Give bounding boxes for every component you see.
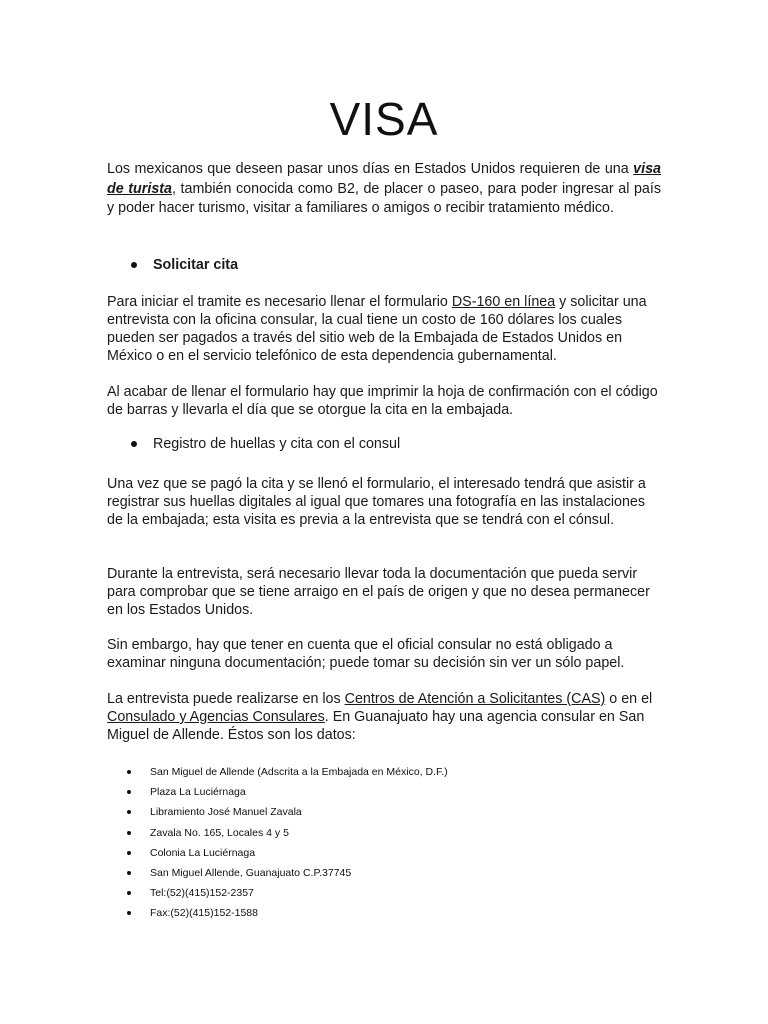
list-item: Libramiento José Manuel Zavala: [127, 802, 448, 822]
bullet-dot-icon: [127, 831, 131, 835]
bullet-dot-icon: [127, 871, 131, 875]
bullet-dot-icon: [127, 891, 131, 895]
consulado-link[interactable]: Consulado y Agencias Consulares: [107, 709, 325, 725]
consular-details-list: [127, 762, 448, 924]
list-item: Fax:(52)(415)152-1588: [127, 903, 448, 923]
bullet-dot-icon: [131, 262, 137, 268]
cas-link[interactable]: Centros de Atención a Solicitantes (CAS): [344, 691, 606, 707]
paragraph-confirmacion: Al acabar de llenar el formulario hay que imprimir la hoja de confirmación con el código de barras y llevarla el día que se otorgue la cita en la embajada.: [107, 384, 658, 418]
paragraph-huellas: Una vez que se pagó la cita y se llenó el formulario, el interesado tendrá que asistir a registrar sus huellas digitales al igual que tomares una fotografía en las instalaciones de la embajada; esta visita es previa a la entrevista que se tendrá con el cónsul.: [107, 476, 646, 528]
bullet-dot-icon: [131, 441, 137, 447]
list-item: San Miguel Allende, Guanajuato C.P.37745: [127, 863, 448, 883]
paragraph-formulario: Para iniciar el tramite es necesario llenar el formulario DS-160 en línea y solicitar una entrevista con la oficina consular, la cual tiene un costo de 160 dólares los cuales pueden ser pagados a través del sitio web de la Embajada de Estados Unidos en México o en el servicio telefónico de esta dependencia gubernamental.: [107, 294, 647, 364]
ds-160-link[interactable]: DS-160 en línea: [451, 294, 556, 310]
bullet-dot-icon: [127, 770, 131, 774]
bullet-solicitar-cita: Solicitar cita: [131, 257, 238, 273]
paragraph-entrevista-lugares: La entrevista puede realizarse en los Centros de Atención a Solicitantes (CAS) o en el Consulado y Agencias Consulares. En Guanajuato hay una agencia consular en San Miguel de Allende. Éstos son los datos:: [107, 691, 653, 743]
bullet-dot-icon: [127, 851, 131, 855]
list-item: Zavala No. 165, Locales 4 y 5: [127, 823, 448, 843]
list-item: Tel:(52)(415)152-2357: [127, 883, 448, 903]
bullet-dot-icon: [127, 790, 131, 794]
document-title: VISA: [329, 93, 439, 145]
list-item: Colonia La Luciérnaga: [127, 843, 448, 863]
intro-paragraph: Los mexicanos que deseen pasar unos días en Estados Unidos requieren de una visa de turista, también conocida como B2, de placer o paseo, para poder ingresar al país y poder hacer turismo, visitar a familiares o amigos o recibir tratamiento médico.: [107, 161, 661, 216]
list-item: Plaza La Luciérnaga: [127, 782, 448, 802]
visa-de-turista-link[interactable]: visa de turista: [107, 161, 661, 197]
bullet-registro-huellas: Registro de huellas y cita con el consul: [131, 436, 400, 452]
bullet-dot-icon: [127, 810, 131, 814]
paragraph-oficial-consular: Sin embargo, hay que tener en cuenta que el oficial consular no está obligado a examinar ninguna documentación; puede tomar su decisión sin ver un sólo papel.: [107, 637, 625, 671]
paragraph-documentacion: Durante la entrevista, será necesario llevar toda la documentación que pueda servir para comprobar que se tiene arraigo en el país de origen y que no desea permanecer en los Estados Unidos.: [107, 566, 650, 618]
bullet-dot-icon: [127, 911, 131, 915]
list-item: San Miguel de Allende (Adscrita a la Embajada en México, D.F.): [127, 762, 448, 782]
